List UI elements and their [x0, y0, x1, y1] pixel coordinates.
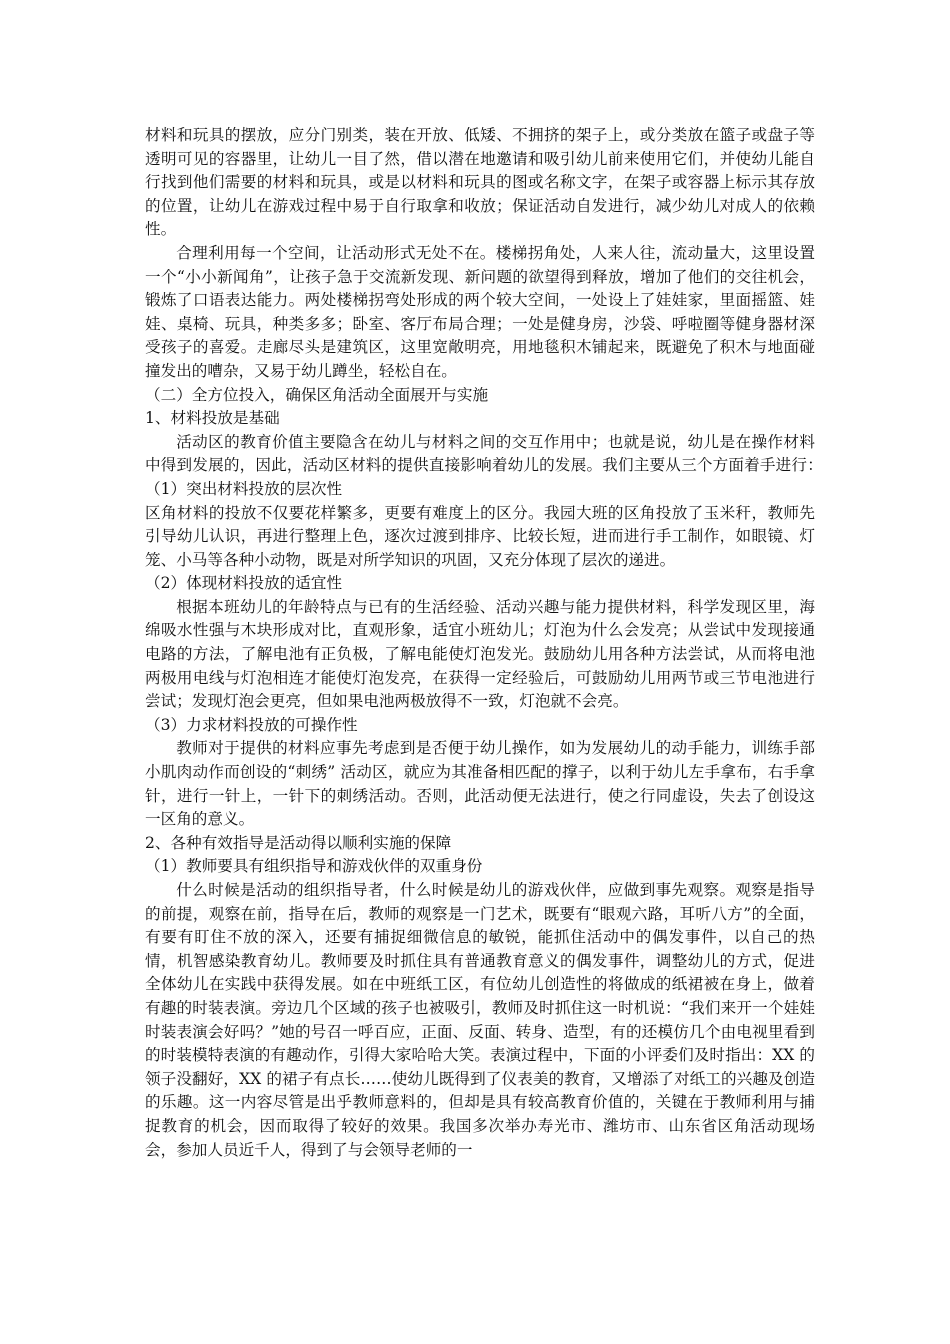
- subheading-operability: （3）力求材料投放的可操作性: [145, 715, 358, 734]
- subheading-material-basis: 1、材料投放是基础: [145, 409, 280, 428]
- paragraph-teacher-role: 什么时候是活动的组织指导者，什么时候是幼儿的游戏伙伴，应做到事先观察。观察是指导的前提，观察在前，指导在后，教师的观察是一门艺术，既要有“眼观六路，耳听八方”的全面，有要有盯住不放的深入，还要有捕捉细微信息的敏锐，能抓住活动中的偶发事件，以自己的热情，机智感染教育幼儿。教师要及时抓住具有普通教育意义的偶发事件，调整幼儿的方式，促进全体幼儿在实践中获得发展。如在中班纸工区，有位幼儿创造性的将做成的纸裙被在身上，做着有趣的时装表演。旁边几个区域的孩子也被吸引，教师及时抓住这一时机说：“我们来开一个娃娃时装表演会好吗？”她的号召一呼百应，正面、反面、转身、造型，有的还模仿几个由电视里看到的时装模特表演的有趣动作，引得大家哈哈大笑。表演过程中，下面的小评委们及时指出：XX 的领子没翻好，XX 的裙子有点长……使幼儿既得到了仪表美的教育，又增添了对纸工的兴趣及创造的乐趣。这一内容尽管是出乎教师意料的，但却是具有较高教育价值的，关键在于教师利用与捕捉教育的机会，因而取得了较好的效果。我国多次举办寿光市、潍坊市、山东省区角活动现场会，参加人员近千人，得到了与会领导老师的一: [145, 881, 815, 1159]
- paragraph-space-use: 合理利用每一个空间，让活动形式无处不在。楼梯拐角处，人来人往，流动量大，这里设置一个“小小新闻角”，让孩子急于交流新发现、新问题的欲望得到释放，增加了他们的交往机会，锻炼了口语表达能力。两处楼梯拐弯处形成的两个较大空间，一处设上了娃娃家，里面摇篮、娃娃、桌椅、玩具，种类多多；卧室、客厅布局合理；一处是健身房，沙袋、呼啦圈等健身器材深受孩子的喜爱。走廊尽头是建筑区，这里宽敞明亮，用地毯积木铺起来，既避免了积木与地面碰撞发出的嘈杂，又易于幼儿蹲坐，轻松自在。: [145, 243, 815, 380]
- paragraph-material-value: 活动区的教育价值主要隐含在幼儿与材料之间的交互作用中；也就是说，幼儿是在操作材料中得到发展的，因此，活动区材料的提供直接影响着幼儿的发展。我们主要从三个方面着手进行： （1）突出材料投放的层次性: [145, 432, 831, 498]
- section-heading-2: （二）全方位投入，确保区角活动全面展开与实施: [145, 385, 489, 404]
- subheading-guidance: 2、各种有效指导是活动得以顺利实施的保障: [145, 833, 452, 852]
- paragraph-material-levels: 区角材料的投放不仅要花样繁多，更要有难度上的区分。我园大班的区角投放了玉米秆，教师先引导幼儿认识，再进行整理上色，逐次过渡到排序、比较长短，进而进行手工制作，如眼镜、灯笼、小马等各种小动物，既是对所学知识的巩固，又充分体现了层次的递进。: [145, 503, 815, 569]
- paragraph-suitability: 根据本班幼儿的年龄特点与已有的生活经验、活动兴趣与能力提供材料，科学发现区里，海绵吸水性强与木块形成对比，直观形象，适宜小班幼儿；灯泡为什么会发亮；从尝试中发现接通电路的方法，了解电池有正负极，了解电能使灯泡发光。鼓励幼儿用各种方法尝试，从而将电池两极用电线与灯泡相连才能使灯泡发亮，在获得一定经验后，可鼓励幼儿用两节或三节电池进行尝试；发现灯泡会更亮，但如果电池两极放得不一致，灯泡就不会亮。: [145, 597, 815, 711]
- paragraph-material-placement: 材料和玩具的摆放，应分门别类，装在开放、低矮、不拥挤的架子上，或分类放在篮子或盘子等透明可见的容器里，让幼儿一目了然，借以潜在地邀请和吸引幼儿前来使用它们，并使幼儿能自行找到他们需要的材料和玩具，或是以材料和玩具的图或名称文字，在架子或容器上标示其存放的位置，让幼儿在游戏过程中易于自行取拿和收放；保证活动自发进行，减少幼儿对成人的依赖性。: [145, 126, 815, 239]
- subheading-suitability: （2）体现材料投放的适宜性: [145, 574, 343, 593]
- document-body: [145, 124, 831, 1162]
- subheading-teacher-role: （1）教师要具有组织指导和游戏伙伴的双重身份: [145, 857, 483, 876]
- paragraph-operability: 教师对于提供的材料应事先考虑到是否便于幼儿操作，如为发展幼儿的动手能力，训练手部小肌肉动作而创设的“刺绣” 活动区，就应为其准备相匹配的撑子，以利于幼儿左手拿布，右手拿针，进行一针上，一针下的刺绣活动。否则，此活动便无法进行，使之行同虚设，失去了创设这一区角的意义。: [145, 739, 815, 829]
